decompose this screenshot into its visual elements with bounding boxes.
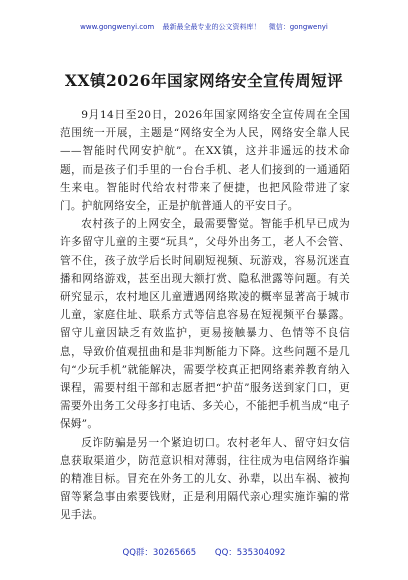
page-header [0,22,408,32]
paragraph-2: 农村孩子的上网安全，最需要警觉。智能手机早已成为许多留守儿童的主要“玩具”，父母外出务工，老人不会管、管不住，孩子放学后长时间刷短视频、玩游戏，容易沉迷直播和网络游戏，甚至出现大额打赏、隐私泄露等问题。有关研究显示，农村地区儿童遭遇网络欺凌的概率显著高于城市儿童，家庭住址、联系方式等信息容易在短视频平台暴露。留守儿童因缺乏有效监护，更易接触暴力、色情等不良信息，导致价值观扭曲和是非判断能力下降。这些问题不是几句“少玩手机”就能解决，需要学校真正把网络素养教育纳入课程，需要村组干部和志愿者把“护苗”服务送到家门口，更需要外出务工父母多打电话、多关心，不能把手机当成“电子保姆”。 [60,218,350,431]
header-wechat: 微信：gongwenyi [268,23,328,31]
header-slogan: 最新最全最专业的公文资料库！ [162,23,261,31]
footer-qq: QQ：535304092 [214,548,286,558]
page-footer [0,546,408,558]
footer-qq-group: QQ群：30265665 [122,548,197,558]
paragraph-3: 反诈防骗是另一个紧迫切口。农村老年人、留守妇女信息获取渠道少，防范意识相对薄弱，往往成为电信网络诈骗的精准目标。冒充在外务工的儿女、孙辈，以出车祸、被拘留等紧急事由索要钱财，正是利用隔代亲心理实施诈骗的常见手法。 [60,436,350,522]
header-url[interactable]: www.gongwenyi.com [80,23,155,31]
document-title: XX镇2026年国家网络安全宣传周短评 [64,71,344,90]
paragraph-1: 9月14日至20日，2026年国家网络安全宣传周在全国范围统一开展，主题是“网络安全为人民，网络安全靠人民——智能时代网安护航”。在XX镇，这并非遥远的技术命题，而是孩子们手里的一台台手机、老人们接到的一通通陌生来电。智能时代给农村带来了便捷，也把风险带进了家门。护航网络安全，正是护航普通人的平安日子。 [60,109,350,213]
document-body [60,106,350,525]
